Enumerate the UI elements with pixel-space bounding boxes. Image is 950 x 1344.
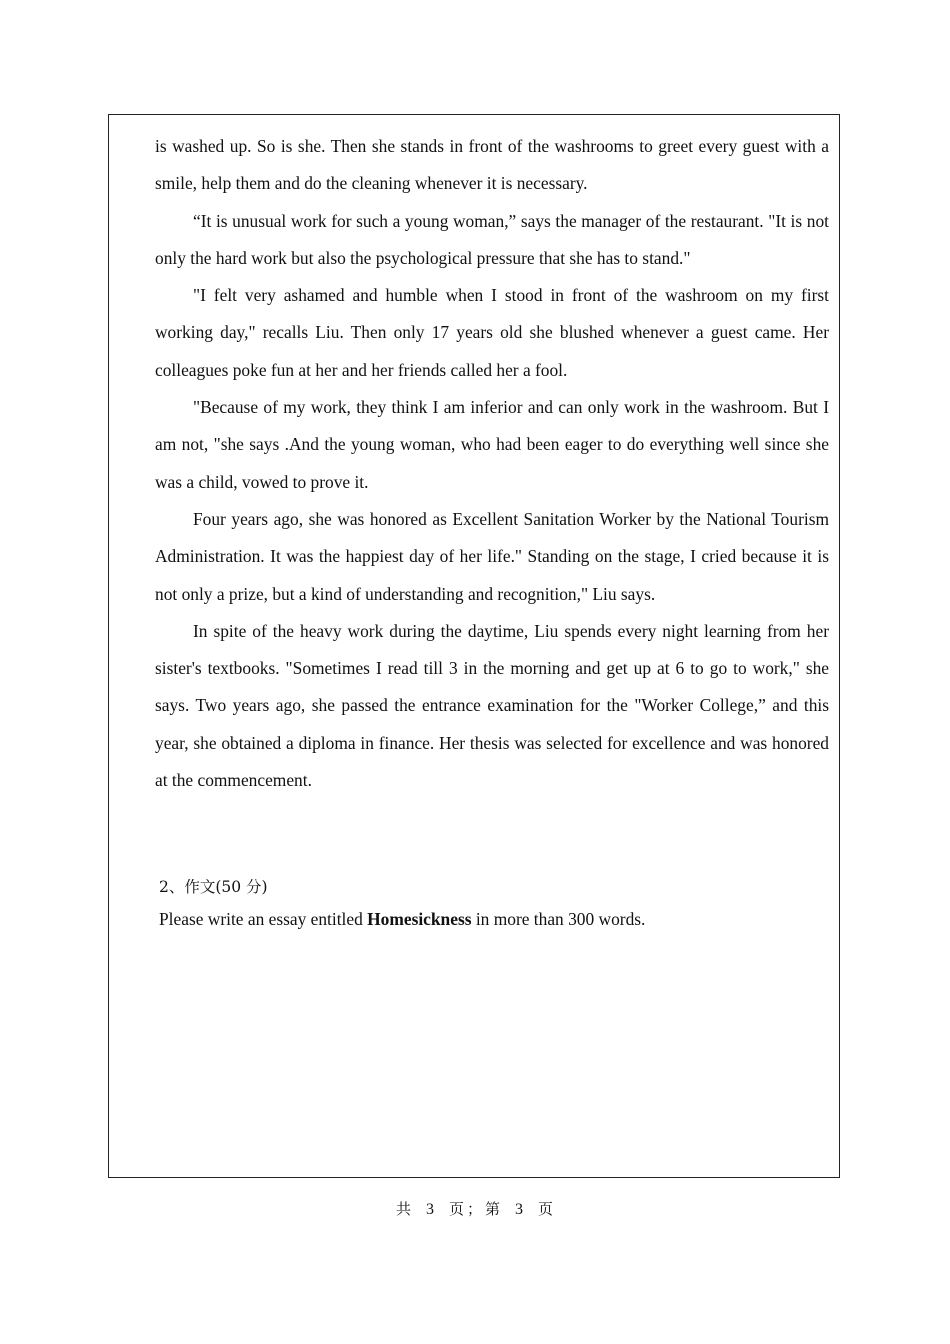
passage-paragraph-6: In spite of the heavy work during the daytime, Liu spends every night learning from her sister's textbooks. "Sometimes I read till 3 in the morning and get up at 6 to go to work," she says. Two years ago, she passed the entrance examination for the "Worker College,” and this year, she obtained a diploma in finance. Her thesis was selected for excellence and was honored at the commencement. (155, 620, 829, 791)
essay-topic: Homesickness (367, 909, 472, 929)
passage-paragraph-1: is washed up. So is she. Then she stands in front of the washrooms to greet every guest with a smile, help them and do the cleaning whenever it is necessary. (155, 136, 829, 194)
footer-current-page: 3 (515, 1201, 525, 1218)
page-footer (0, 1198, 950, 1219)
footer-page-word-2: 页 (538, 1200, 555, 1218)
footer-page-word: 页 (448, 1200, 465, 1218)
essay-section-title: 2、作文(50 分) (159, 878, 268, 896)
passage-paragraph-5: Four years ago, she was honored as Excellent Sanitation Worker by the National Tourism Administration. It was the happiest day of her life." Standing on the stage, I cried because it is not only a prize, but a kind of understanding and recognition," Liu says. (155, 508, 829, 604)
footer-current-label: 第 (485, 1200, 502, 1218)
essay-prompt-before: Please write an essay entitled (159, 909, 368, 929)
footer-total-pages: 3 (425, 1201, 435, 1218)
passage-paragraph-3: "I felt very ashamed and humble when I stood in front of the washroom on my first working day," recalls Liu. Then only 17 years old she blushed whenever a guest came. Her colleagues poke fun at her and her friends called her a fool. (155, 285, 829, 380)
answer-box-frame (108, 114, 840, 1178)
essay-prompt-after: in more than 300 words. (471, 909, 646, 929)
passage-paragraph-4: "Because of my work, they think I am inferior and can only work in the washroom. But I am not, "she says .And the young woman, who had been eager to do everything well since she was a child, vowed to prove it. (155, 397, 829, 492)
passage-paragraph-2: “It is unusual work for such a young woman,” says the manager of the restaurant. "It is not only the hard work but also the psychological pressure that she has to stand." (155, 210, 829, 268)
footer-total-label: 共 (395, 1200, 412, 1218)
essay-section (159, 871, 799, 935)
reading-passage (155, 128, 829, 799)
footer-separator: ； (466, 1200, 483, 1218)
essay-prompt (159, 903, 799, 935)
